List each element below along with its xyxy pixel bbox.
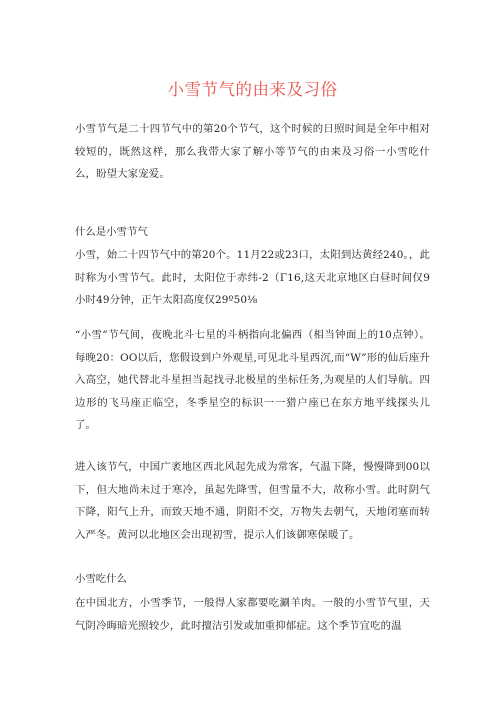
document-title: 小雪节气的由来及习俗 <box>167 80 338 99</box>
paragraph-definition: 小雪，始二十四节气中的第20个。11月22或23口，太阳到达黄经240。，此时称为小雪节气。此时，太阳位于赤纬-2（Γ16,这天北京地区白昼时间仅9小时49分钟，正午太阳高度仅29º50⅛ <box>75 249 430 306</box>
paragraph-climate: 进入该节气，中国广袤地区西北风起先成为常客，气温下降，慢慢降到00以下，但大地尚未过于寒冷，虽起先降雪，但雪量不大，故称小雪。此时阴气下降，阳气上升，而致天地不通，阴阳不交，万物失去朝气，天地闭塞而转入严冬。黄河以北地区会出现初雪，提示人们该御寒保暖了。 <box>75 461 430 541</box>
paragraph-food: 在中国北方，小雪季节，一般得人家都要吃涮羊肉。一般的小雪节气里，天气阴冷晦暗光照较少，此时擅洁引发或加重抑郁症。这个季节宜吃的温 <box>75 597 430 632</box>
intro-paragraph: 小雪节气是二十四节气中的第20个节气，这个时候的日照时间是全年中相对较短的，既然这样，那么我带大家了解小等节气的由来及习俗一小雪吃什么，盼望大家宠爱。 <box>75 123 430 180</box>
paragraph-stars: “小雪”节气间，夜晚北斗七星的斗柄指向北偏西（相当钟面上的10点钟）。每晚20：OO以后，您假设到户外观星,可见北斗星西沉,而“W”形的仙后座升入高空，她代替北斗星担当起找寻北极星的坐标任务,为观星的人们导航。四边形的飞马座正临空，冬季星空的标识一一猎户座已在东方地平线探头儿了。 <box>75 329 430 431</box>
section-heading-what-is-xiaoxue: 什么是小雪节气 <box>75 226 148 238</box>
section-heading-what-to-eat: 小雪吃什么 <box>75 573 127 585</box>
